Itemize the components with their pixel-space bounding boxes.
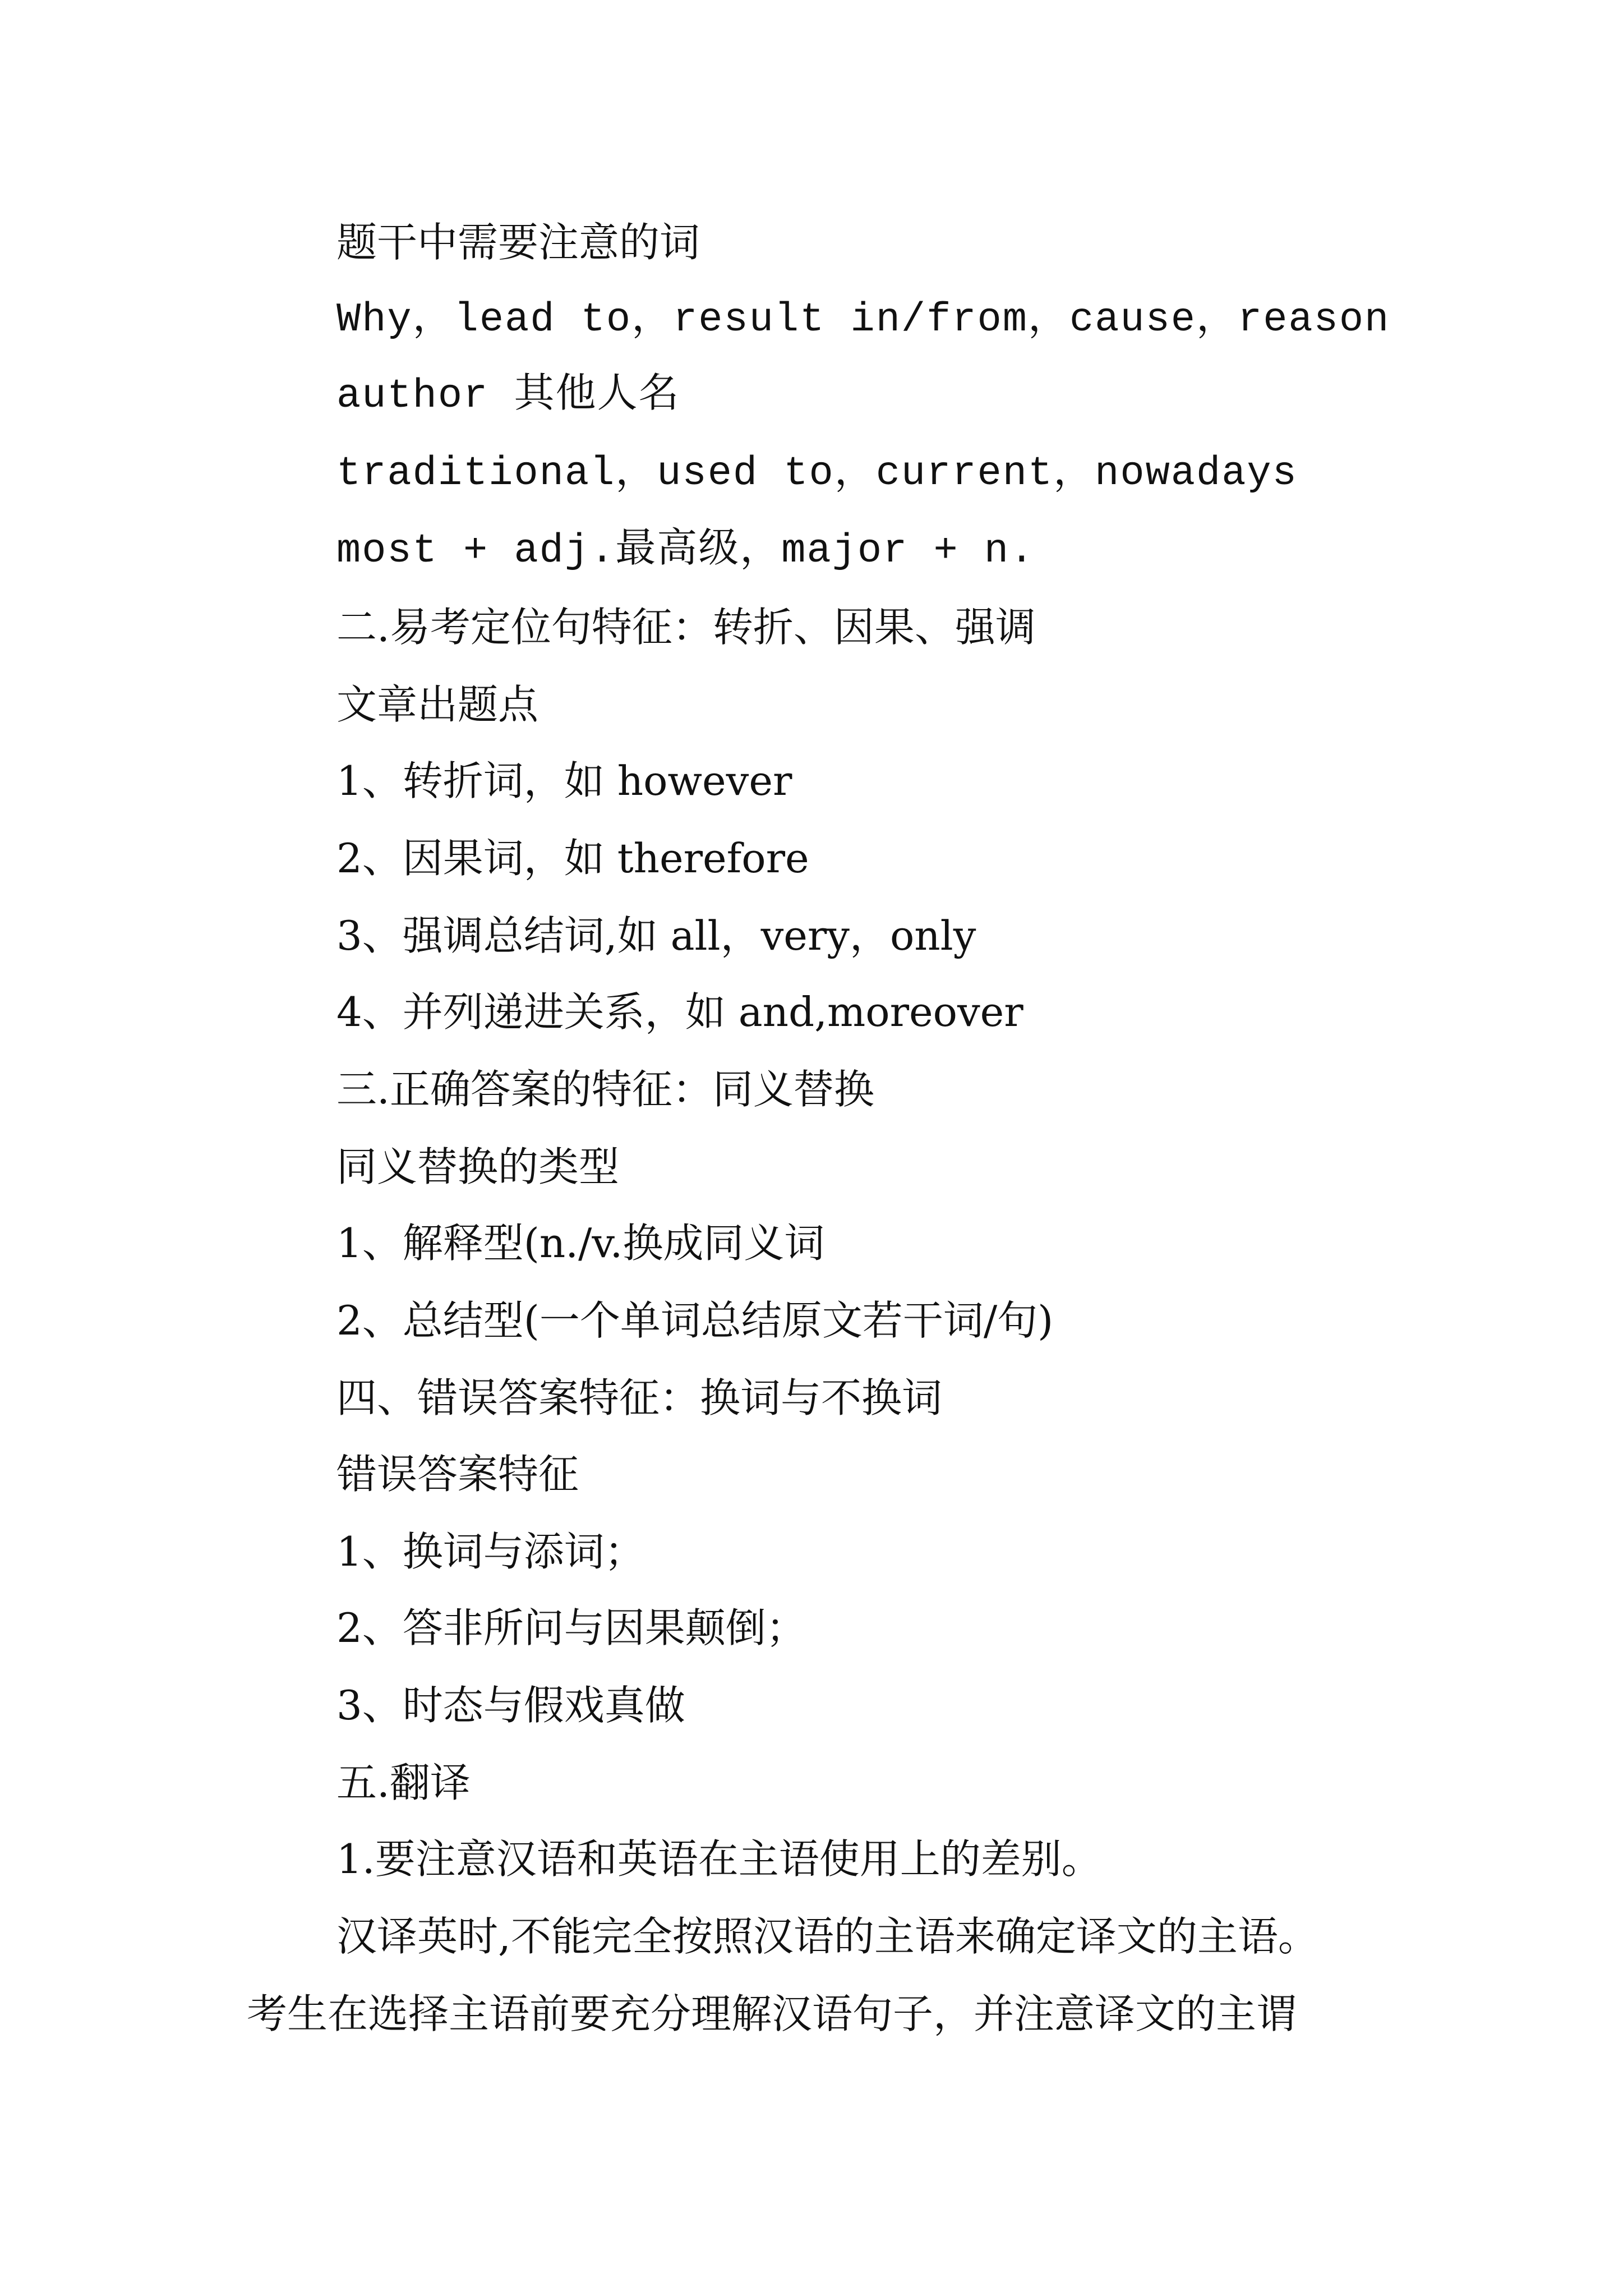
list-item-irrelevant: 2、答非所问与因果颠倒； xyxy=(336,1604,806,1651)
text-line-author: author 其他人名 xyxy=(336,373,680,419)
section-heading-2: 二.易考定位句特征：转折、因果、强调 xyxy=(336,604,1036,651)
text-line-traditional: traditional，used to，current，nowadays xyxy=(336,450,1298,496)
text-line-question-points: 文章出题点 xyxy=(336,681,539,728)
list-item-therefore: 2、因果词，如 therefore xyxy=(336,835,809,882)
text-line-why-keywords: Why，lead to，result in/from，cause，reason xyxy=(336,297,1390,343)
list-item-summary: 2、总结型(一个单词总结原文若干词/句) xyxy=(336,1297,1054,1344)
section-heading-3: 三.正确答案的特征：同义替换 xyxy=(336,1066,874,1113)
list-item-subject-difference: 1.要注意汉语和英语在主语使用上的差别。 xyxy=(336,1835,1102,1883)
text-line-heading-words: 题干中需要注意的词 xyxy=(336,219,700,266)
paragraph-line-2: 考生在选择主语前要充分理解汉语句子，并注意译文的主谓 xyxy=(247,1990,1297,2037)
section-heading-4: 四、错误答案特征：换词与不换词 xyxy=(336,1374,943,1421)
list-item-substitution: 1、换词与添词； xyxy=(336,1528,645,1575)
section-heading-5: 五.翻译 xyxy=(336,1759,471,1806)
paragraph-line-1: 汉译英时,不能完全按照汉语的主语来确定译文的主语。 xyxy=(336,1913,1318,1960)
list-item-however: 1、转折词，如 however xyxy=(336,757,792,804)
list-item-parallel: 4、并列递进关系，如 and,moreover xyxy=(336,988,1023,1036)
list-item-explanatory: 1、解释型(n./v.换成同义词 xyxy=(336,1220,825,1267)
list-item-emphasis: 3、强调总结词,如 all，very，only xyxy=(336,912,976,959)
text-line-most-adj: most + adj.最高级，major + n. xyxy=(336,528,1035,574)
text-line-synonym-types: 同义替换的类型 xyxy=(336,1143,620,1190)
list-item-tense: 3、时态与假戏真做 xyxy=(336,1682,685,1729)
text-line-wrong-features: 错误答案特征 xyxy=(336,1451,579,1498)
